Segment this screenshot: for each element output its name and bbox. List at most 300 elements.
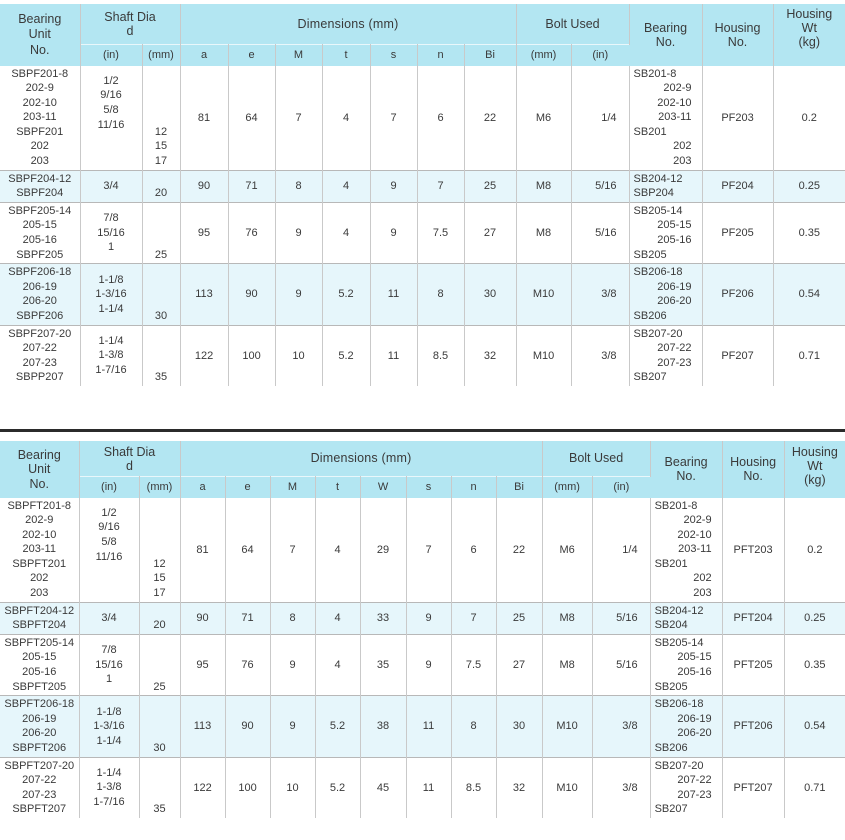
unit-line: SBPFT207: [12, 803, 67, 816]
dimension-cell: 5.2: [315, 696, 360, 757]
table-row: [0, 325, 845, 386]
bearing-line: 207-23: [657, 356, 692, 369]
dimension-cell: 33: [360, 602, 406, 634]
in-line: 5/8: [103, 103, 119, 116]
dimension-cell: 9: [406, 602, 451, 634]
bolt-mm-cell: M8: [516, 170, 571, 202]
mm-line: 35: [154, 371, 168, 384]
mm-line: 15: [154, 140, 168, 153]
in-line: 1-3/8: [96, 781, 122, 794]
in-line: 1: [107, 241, 115, 254]
bolt-in-cell: 1/4: [592, 498, 650, 603]
bearing-unit-cell: [0, 325, 80, 386]
unit-line: 202: [30, 572, 49, 585]
table-row: [0, 696, 845, 757]
mm-line: 30: [153, 742, 166, 754]
unit-line: SBPFT206-18: [4, 698, 75, 711]
dimension-cell: 9: [370, 202, 417, 263]
bearing-line: SB207-20: [633, 327, 683, 340]
table-header: [0, 441, 845, 498]
shaft-mm-cell: [139, 696, 180, 757]
housing-no-cell: PF204: [702, 170, 773, 202]
bearing-line: 205-15: [677, 651, 712, 664]
bearing-line: 202-10: [657, 96, 692, 109]
bolt-in-unit: (in): [571, 44, 629, 66]
dimension-cell: 90: [180, 170, 228, 202]
bearing-line: SB204-12: [654, 604, 704, 617]
bearing-table-sbpf: [0, 4, 845, 386]
dimension-cell: 4: [315, 634, 360, 695]
housing-no-header: Housing No.: [702, 4, 773, 66]
unit-line: 206-20: [22, 295, 57, 308]
unit-line: SBPFT204: [12, 619, 67, 632]
unit-line: SBPFT205: [12, 680, 67, 693]
dimension-cell: 95: [180, 202, 228, 263]
bolt-mm-cell: M10: [542, 696, 592, 757]
in-line: 1/2: [101, 506, 117, 519]
in-line: 3/4: [101, 611, 117, 624]
mm-line: 12: [154, 125, 168, 138]
dimension-cell: 27: [464, 202, 516, 263]
dimension-cell: 113: [180, 696, 225, 757]
dimension-cell: 8.5: [417, 325, 464, 386]
in-line: 15/16: [95, 658, 123, 671]
in-line: 1-7/16: [95, 364, 127, 377]
bolt-mm-cell: M10: [516, 264, 571, 325]
shaft-in-cell: [80, 170, 142, 202]
bolt-mm-cell: M6: [542, 498, 592, 603]
dim-col-t: t: [322, 44, 370, 66]
bearing-line: 207-22: [657, 342, 692, 355]
dimension-cell: 5.2: [322, 264, 370, 325]
housing-wt-header: Housing Wt (kg): [773, 4, 845, 66]
dimension-cell: 11: [370, 325, 417, 386]
shaft-mm-cell: [142, 325, 180, 386]
bearing-line: SB201-8: [633, 67, 677, 80]
shaft-mm-cell: [142, 202, 180, 263]
shaft-dia-header: Shaft Dia d: [80, 4, 180, 44]
unit-line: SBPF204: [16, 187, 64, 200]
dim-col-bi: Bi: [496, 476, 542, 498]
dimension-cell: 7: [370, 66, 417, 171]
housing-no-cell: PF206: [702, 264, 773, 325]
bearing-line: 205-16: [677, 666, 712, 679]
in-line: 11/16: [95, 550, 123, 563]
in-line: 1-1/4: [98, 334, 124, 347]
unit-line: 207-22: [22, 774, 57, 787]
dim-col-bi: Bi: [464, 44, 516, 66]
shaft-in-cell: [79, 634, 139, 695]
bearing-no-header: Bearing No.: [650, 441, 722, 498]
bearing-line: SB206: [654, 742, 688, 754]
table-body: [0, 498, 845, 818]
housing-no-cell: PF207: [702, 325, 773, 386]
in-line: 3/4: [103, 179, 119, 192]
shaft-in-cell: [79, 757, 139, 818]
mm-line: 17: [154, 155, 168, 168]
unit-line: 207-23: [22, 356, 57, 369]
bolt-mm-unit: (mm): [542, 476, 592, 498]
shaft-in-cell: [80, 202, 142, 263]
in-line: 7/8: [103, 212, 119, 225]
bolt-in-cell: 3/8: [592, 696, 650, 757]
bearing-no-cell: [650, 696, 722, 757]
shaft-mm-unit: (mm): [139, 476, 180, 498]
in-line: 9/16: [100, 89, 122, 102]
bearing-line: SB204: [654, 619, 688, 632]
dimension-cell: 76: [228, 202, 275, 263]
unit-line: 203-11: [22, 543, 56, 556]
dimension-cell: 11: [370, 264, 417, 325]
dimension-cell: 9: [275, 264, 322, 325]
bearing-line: 203-11: [658, 111, 692, 124]
housing-wt-cell: 0.71: [804, 781, 826, 794]
bearing-no-cell: [629, 66, 702, 171]
shaft-in-unit: (in): [79, 476, 139, 498]
dimension-cell: 7: [417, 170, 464, 202]
dimensions-header: Dimensions (mm): [180, 441, 542, 476]
table-row: [0, 634, 845, 695]
dimension-cell: 27: [496, 634, 542, 695]
dim-col-m: M: [275, 44, 322, 66]
housing-no-cell: PFT204: [722, 602, 784, 634]
dimension-cell: 81: [180, 66, 228, 171]
bolt-mm-cell: M8: [516, 202, 571, 263]
shaft-mm-cell: [139, 602, 180, 634]
dim-col-w: W: [360, 476, 406, 498]
shaft-in-cell: [79, 498, 139, 603]
mm-line: 20: [153, 619, 166, 632]
bolt-in-unit: (in): [592, 476, 650, 498]
dimension-cell: 25: [464, 170, 516, 202]
bearing-line: SB205: [654, 680, 688, 693]
in-line: 11/16: [97, 118, 125, 131]
dim-col-s: s: [406, 476, 451, 498]
bolt-in-cell: 1/4: [571, 66, 629, 171]
mm-line: 17: [153, 587, 166, 600]
dimension-cell: 8: [417, 264, 464, 325]
dimension-cell: 100: [225, 757, 270, 818]
housing-wt-cell: 0.25: [773, 170, 845, 202]
dimension-cell: 8: [270, 602, 315, 634]
unit-line: SBPFT201: [12, 557, 67, 570]
in-line: 1-3/16: [93, 720, 125, 733]
dimension-cell: 9: [406, 634, 451, 695]
dimension-cell: 81: [180, 498, 225, 603]
unit-line: 202-9: [25, 514, 54, 527]
dimension-cell: 5.2: [315, 757, 360, 818]
bearing-no-cell: [629, 170, 702, 202]
dimension-cell: 64: [225, 498, 270, 603]
dimension-cell: 76: [225, 634, 270, 695]
shaft-mm-cell: [142, 66, 180, 171]
unit-line: 205-15: [22, 219, 57, 232]
dimension-cell: 5.2: [322, 325, 370, 386]
table-divider: [0, 429, 845, 432]
bearing-line: 202: [673, 140, 692, 153]
dimension-cell: 11: [406, 696, 451, 757]
dimension-cell: 90: [228, 264, 275, 325]
bearing-unit-cell: [0, 696, 79, 757]
bearing-line: SB201: [633, 125, 667, 138]
housing-wt-cell: 0.2: [807, 543, 823, 556]
dimension-cell: 7: [270, 498, 315, 603]
bearing-no-cell: [650, 602, 722, 634]
unit-line: 202-10: [22, 96, 57, 109]
bolt-used-header: Bolt Used: [516, 4, 629, 44]
bearing-line: 205-15: [657, 219, 692, 232]
dim-col-a: a: [180, 476, 225, 498]
bearing-unit-cell: [0, 170, 80, 202]
bearing-line: 203: [673, 155, 692, 168]
unit-line: SBPFT205-14: [4, 636, 75, 649]
bearing-line: SBP204: [633, 187, 674, 200]
shaft-mm-cell: [142, 170, 180, 202]
bearing-line: SB206: [633, 310, 667, 322]
unit-line: SBPFT207-20: [4, 759, 75, 772]
table-header: [0, 4, 845, 66]
unit-line: 205-16: [22, 234, 57, 247]
housing-no-cell: PFT207: [722, 757, 784, 818]
mm-line: 30: [154, 310, 168, 322]
dimension-cell: 22: [496, 498, 542, 603]
dimension-cell: 25: [496, 602, 542, 634]
housing-wt-cell: 0.35: [804, 659, 826, 672]
shaft-in-cell: [79, 602, 139, 634]
bearing-line: SB207: [654, 803, 688, 816]
table-row: [0, 66, 845, 171]
in-line: 15/16: [97, 226, 125, 239]
dimension-cell: 29: [360, 498, 406, 603]
mm-line: 25: [154, 248, 168, 261]
dimension-cell: 95: [180, 634, 225, 695]
housing-no-header: Housing No.: [722, 441, 784, 498]
unit-line: 202-10: [22, 528, 57, 541]
dim-col-t: t: [315, 476, 360, 498]
bearing-unit-cell: [0, 202, 80, 263]
unit-line: SBPF205: [16, 248, 64, 261]
bearing-line: 202-10: [677, 528, 712, 541]
bearing-line: 205-16: [657, 234, 692, 247]
dimension-cell: 11: [406, 757, 451, 818]
in-line: 1/2: [103, 74, 119, 87]
dimension-cell: 35: [360, 634, 406, 695]
bearing-no-cell: [650, 498, 722, 603]
bearing-line: SB206-18: [654, 698, 704, 711]
bearing-unit-cell: [0, 602, 79, 634]
unit-line: SBPF206-18: [8, 266, 72, 279]
dim-col-n: n: [451, 476, 496, 498]
dimension-cell: 32: [464, 325, 516, 386]
bolt-mm-cell: M10: [516, 325, 571, 386]
unit-line: SBPP207: [15, 371, 64, 384]
dimension-cell: 4: [322, 66, 370, 171]
bearing-line: SB206-18: [633, 266, 683, 279]
bolt-in-cell: 3/8: [571, 264, 629, 325]
bearing-no-cell: [629, 202, 702, 263]
unit-line: 202-9: [25, 82, 54, 95]
in-line: 1-1/4: [98, 302, 124, 315]
bearing-line: SB207: [633, 371, 667, 384]
dimension-cell: 90: [225, 696, 270, 757]
bearing-table-sbpft: [0, 441, 845, 818]
bearing-line: 206-20: [657, 295, 692, 308]
bearing-no-cell: [650, 757, 722, 818]
dimension-cell: 8: [451, 696, 496, 757]
unit-line: 207-23: [22, 788, 57, 801]
bolt-mm-cell: M10: [542, 757, 592, 818]
bearing-line: 202-9: [683, 514, 712, 527]
bearing-line: SB204-12: [633, 172, 683, 185]
dimension-cell: 7.5: [417, 202, 464, 263]
in-line: 1-3/16: [95, 288, 127, 301]
table-row: [0, 602, 845, 634]
table-row: [0, 757, 845, 818]
in-line: 1-3/8: [98, 349, 124, 362]
dimension-cell: 38: [360, 696, 406, 757]
mm-line: 12: [153, 557, 166, 570]
dimension-cell: 4: [322, 170, 370, 202]
in-line: 1-1/8: [96, 705, 122, 718]
bearing-line: SB205-14: [633, 204, 683, 217]
shaft-mm-cell: [139, 757, 180, 818]
dimension-cell: 7: [275, 66, 322, 171]
housing-wt-cell: 0.25: [784, 602, 845, 634]
dim-col-a: a: [180, 44, 228, 66]
bolt-mm-unit: (mm): [516, 44, 571, 66]
bearing-no-cell: [650, 634, 722, 695]
bearing-unit-cell: [0, 264, 80, 325]
dimension-cell: 71: [228, 170, 275, 202]
housing-wt-cell: 0.35: [798, 227, 820, 240]
in-line: 9/16: [98, 521, 120, 534]
shaft-in-cell: [80, 325, 142, 386]
unit-line: SBPFT201-8: [7, 499, 72, 512]
dimension-cell: 9: [270, 696, 315, 757]
dimension-cell: 7.5: [451, 634, 496, 695]
bearing-line: 206-20: [677, 727, 712, 740]
dimension-cell: 32: [496, 757, 542, 818]
housing-wt-cell: 0.54: [784, 696, 845, 757]
housing-wt-cell: 0.54: [773, 264, 845, 325]
bearing-line: 203: [693, 587, 712, 600]
unit-line: 205-15: [22, 651, 57, 664]
shaft-dia-header: Shaft Dia d: [79, 441, 180, 476]
bolt-in-cell: 3/8: [571, 325, 629, 386]
bolt-mm-cell: M6: [516, 66, 571, 171]
dimension-cell: 7: [406, 498, 451, 603]
bolt-in-cell: 5/16: [571, 202, 629, 263]
bearing-line: 207-23: [677, 788, 712, 801]
bolt-mm-cell: M8: [542, 602, 592, 634]
bolt-in-cell: 5/16: [592, 634, 650, 695]
in-line: 1-1/4: [96, 766, 122, 779]
housing-wt-cell: 0.2: [801, 111, 817, 124]
table-body: [0, 66, 845, 386]
bearing-line: 207-22: [677, 774, 712, 787]
bolt-used-header: Bolt Used: [542, 441, 650, 476]
dim-col-e: e: [228, 44, 275, 66]
unit-line: 205-16: [22, 666, 57, 679]
housing-no-cell: PFT203: [722, 498, 784, 603]
housing-wt-header: Housing Wt (kg): [784, 441, 845, 498]
dimension-cell: 6: [451, 498, 496, 603]
mm-line: 20: [154, 187, 168, 200]
housing-no-cell: PF203: [702, 66, 773, 171]
mm-line: 15: [153, 572, 166, 585]
dimension-cell: 10: [270, 757, 315, 818]
unit-line: 203-11: [23, 111, 57, 124]
bearing-line: SB207-20: [654, 759, 704, 772]
dimension-cell: 8: [275, 170, 322, 202]
dimension-cell: 4: [315, 498, 360, 603]
dimension-cell: 9: [275, 202, 322, 263]
bearing-line: 206-19: [677, 712, 712, 725]
table-row: [0, 264, 845, 325]
dimension-cell: 6: [417, 66, 464, 171]
in-line: 7/8: [101, 644, 117, 657]
table-row: [0, 170, 845, 202]
in-line: 1-7/16: [93, 796, 125, 809]
unit-line: SBPFT204-12: [4, 604, 75, 617]
dimension-cell: 64: [228, 66, 275, 171]
unit-line: 206-19: [22, 280, 57, 293]
bearing-unit-cell: [0, 757, 79, 818]
shaft-in-cell: [79, 696, 139, 757]
unit-line: SBPF207-20: [8, 327, 72, 340]
in-line: 1-1/8: [98, 273, 124, 286]
dim-col-m: M: [270, 476, 315, 498]
mm-line: 25: [153, 680, 166, 693]
shaft-mm-cell: [142, 264, 180, 325]
dimension-cell: 113: [180, 264, 228, 325]
dimension-cell: 9: [370, 170, 417, 202]
bearing-line: SB201-8: [654, 499, 698, 512]
mm-line: 35: [153, 803, 166, 816]
shaft-mm-cell: [139, 634, 180, 695]
unit-line: 207-22: [22, 342, 57, 355]
housing-no-cell: PF205: [702, 202, 773, 263]
unit-line: 203: [30, 155, 49, 168]
housing-no-cell: PFT205: [722, 634, 784, 695]
housing-no-cell: PFT206: [722, 696, 784, 757]
dimension-cell: 71: [225, 602, 270, 634]
shaft-in-cell: [80, 66, 142, 171]
unit-line: 206-19: [22, 712, 57, 725]
in-line: 5/8: [101, 535, 117, 548]
dimensions-header: Dimensions (mm): [180, 4, 516, 44]
table-row: [0, 498, 845, 603]
dimension-cell: 10: [275, 325, 322, 386]
shaft-mm-cell: [139, 498, 180, 603]
unit-line: SBPF204-12: [8, 172, 72, 185]
bolt-mm-cell: M8: [542, 634, 592, 695]
in-line: 1: [105, 673, 113, 686]
housing-wt-cell: 0.71: [798, 349, 820, 362]
dimension-cell: 4: [315, 602, 360, 634]
dimension-cell: 8.5: [451, 757, 496, 818]
bearing-unit-cell: [0, 634, 79, 695]
bearing-no-header: Bearing No.: [629, 4, 702, 66]
unit-line: 206-20: [22, 727, 57, 740]
dimension-cell: 9: [270, 634, 315, 695]
in-line: 1-1/4: [96, 734, 122, 747]
dimension-cell: 45: [360, 757, 406, 818]
unit-line: 203: [30, 587, 49, 600]
dim-col-e: e: [225, 476, 270, 498]
dimension-cell: 4: [322, 202, 370, 263]
dimension-cell: 90: [180, 602, 225, 634]
